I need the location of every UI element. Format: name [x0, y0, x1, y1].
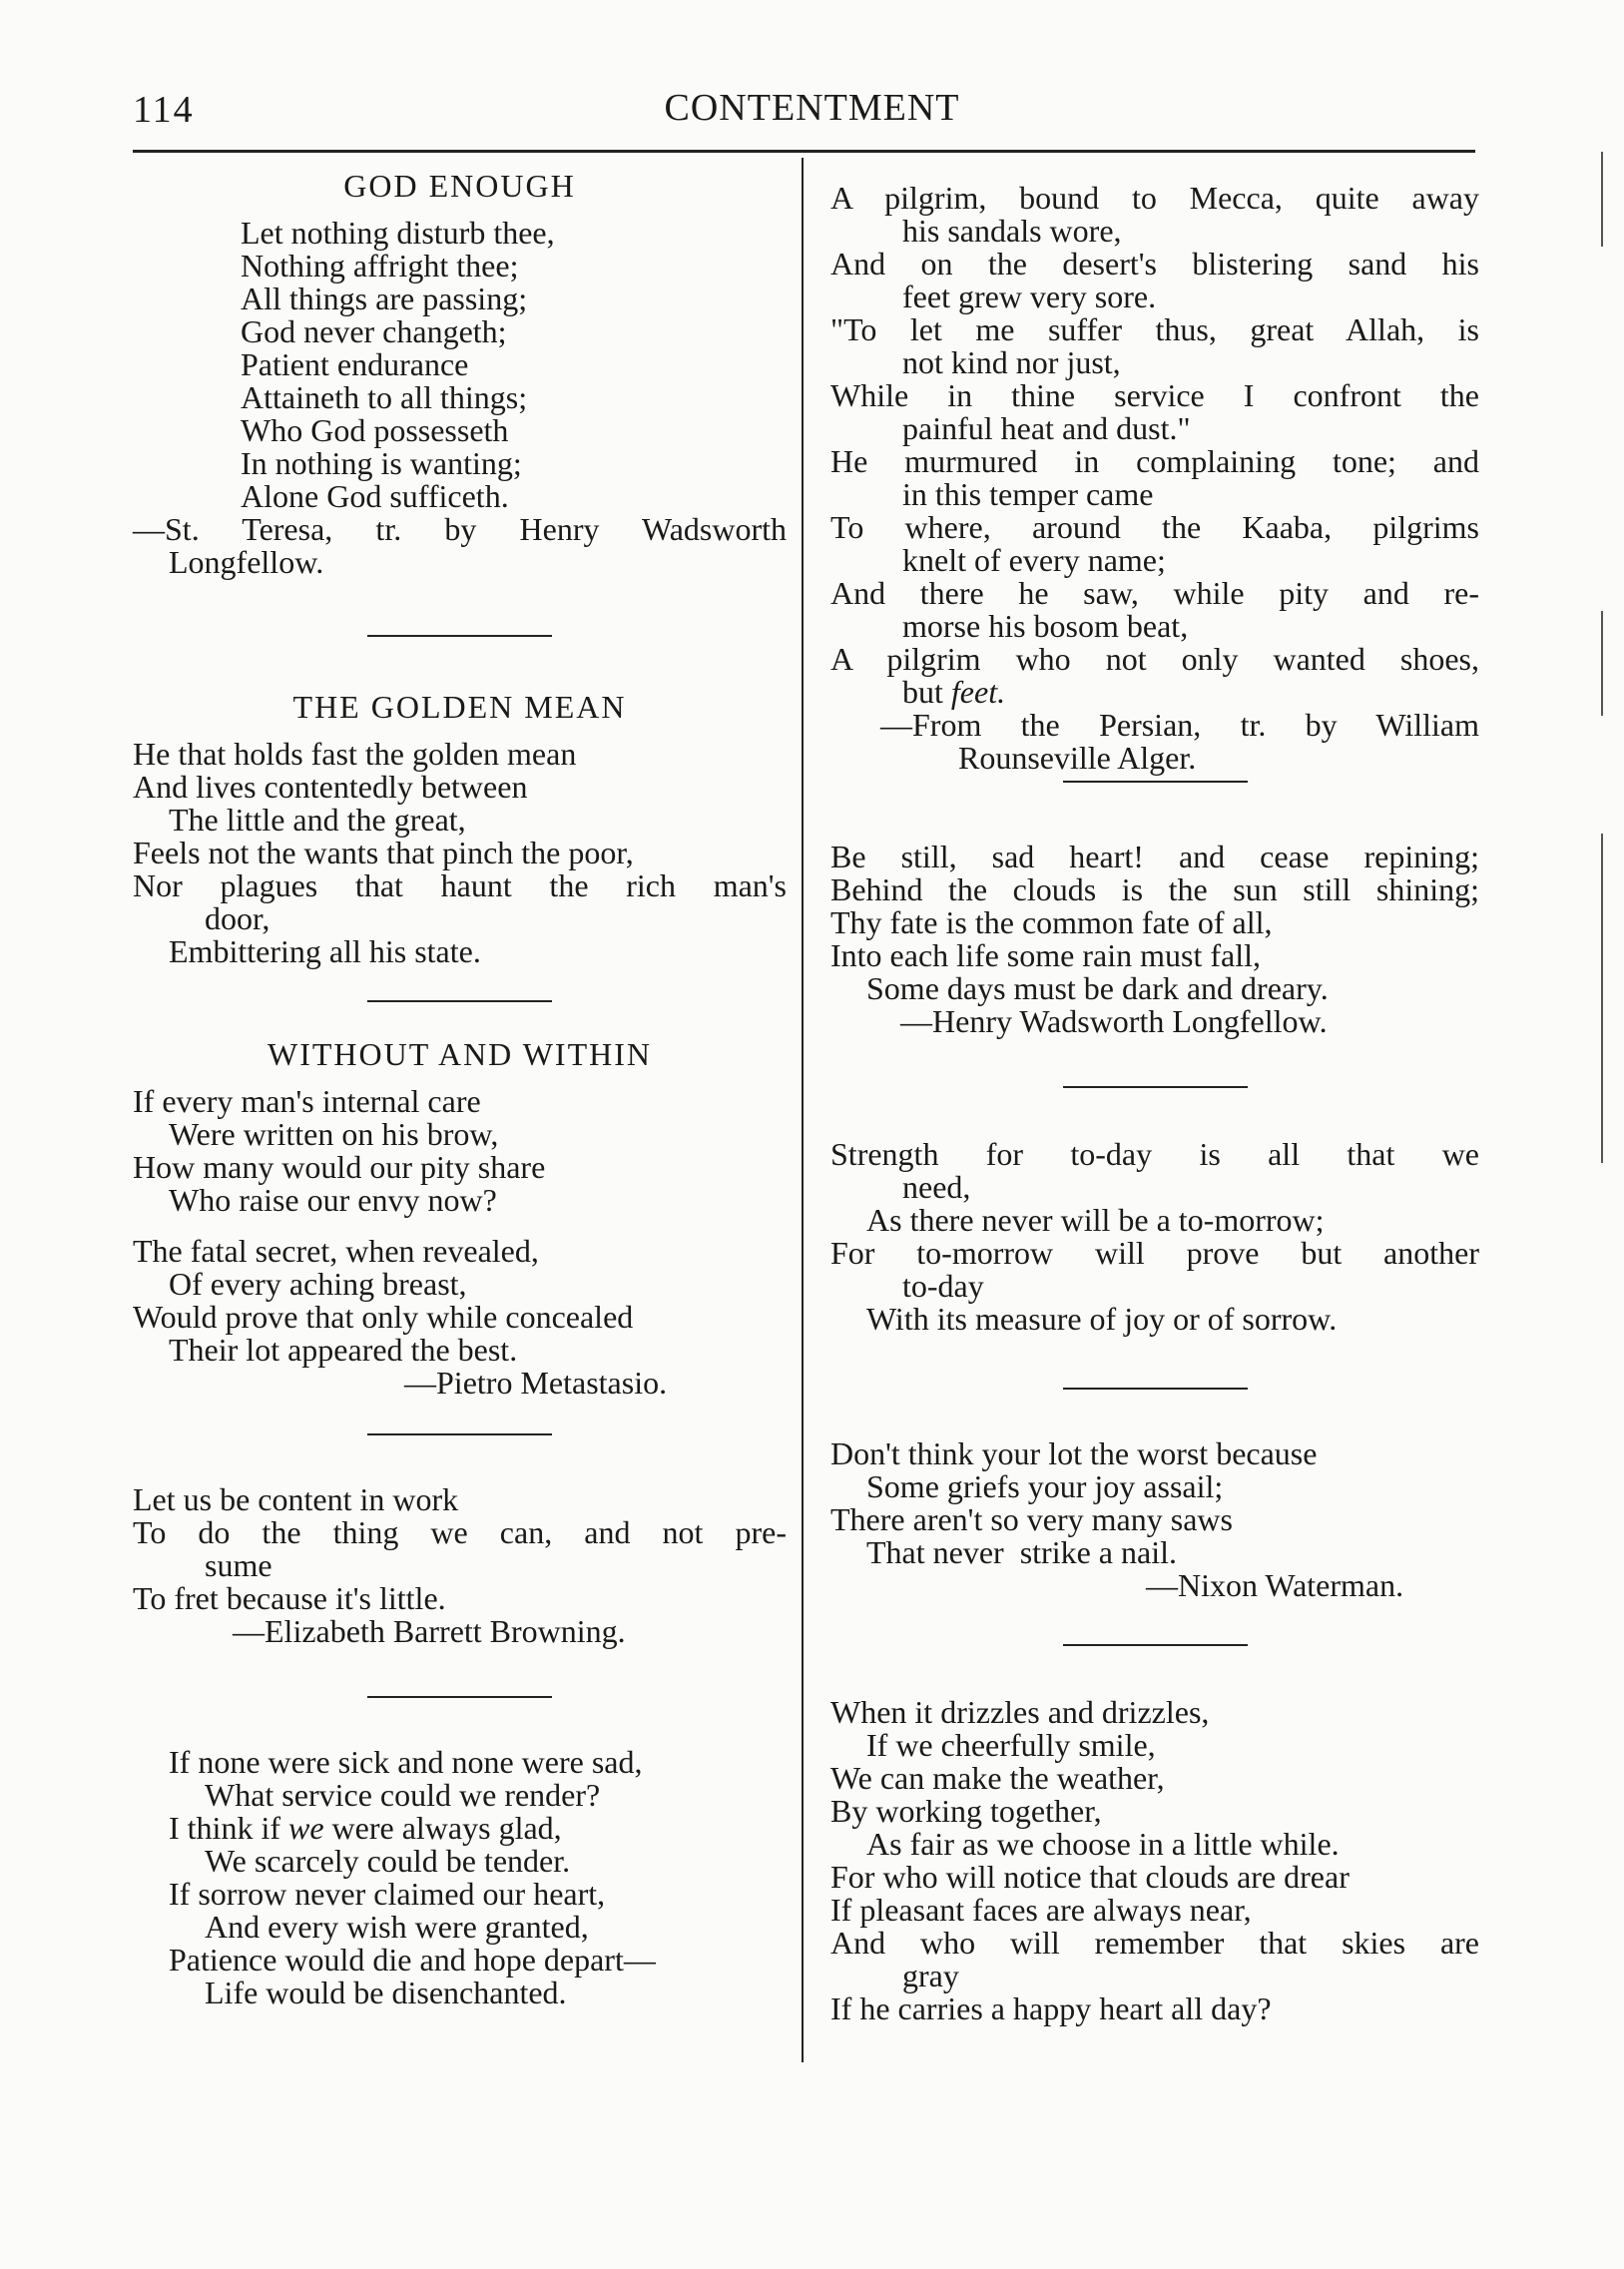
- poem-line: And every wish were granted,: [205, 1909, 589, 1945]
- poem-be-still: [830, 841, 1479, 1038]
- poem-drizzles: [830, 1696, 1479, 2025]
- poem-line: As fair as we choose in a little while.: [866, 1826, 1340, 1862]
- poem-pilgrim: [830, 182, 1479, 775]
- poem-line: If pleasant faces are always near,: [830, 1892, 1252, 1928]
- poem-line: With its measure of joy or of sorrow.: [866, 1301, 1338, 1337]
- poem-line: For to-morrow will prove but another: [830, 1235, 1479, 1271]
- poem-line: While in thine service I confront the: [830, 377, 1479, 413]
- poem-line: Be still, sad heart! and cease repining;: [830, 839, 1479, 874]
- poem-line: If sorrow never claimed our heart,: [169, 1876, 606, 1912]
- poem-none-sick: [133, 1746, 787, 2009]
- margin-mark: [1601, 834, 1603, 1163]
- poem-line: in this temper came: [902, 476, 1154, 512]
- running-head: CONTENTMENT: [664, 87, 960, 129]
- poem-line: To fret because it's little.: [133, 1580, 446, 1616]
- poem-god-enough: [133, 170, 787, 579]
- poem-line: We can make the weather,: [830, 1760, 1165, 1796]
- poem-line: Of every aching breast,: [169, 1266, 467, 1302]
- poem-line: Nor plagues that haunt the rich man's: [133, 867, 787, 903]
- poem-line: He murmured in complaining tone; and: [830, 443, 1479, 479]
- poem-line: Who God possesseth: [241, 412, 509, 448]
- poem-line: Patient endurance: [241, 346, 469, 382]
- header-rule: [133, 150, 1475, 153]
- poem-line: painful heat and dust.": [902, 410, 1191, 446]
- poem-line: For who will notice that clouds are drear: [830, 1859, 1350, 1895]
- poem-line: Don't think your lot the worst because: [830, 1435, 1318, 1471]
- margin-mark: [1601, 152, 1603, 247]
- section-rule: [367, 635, 552, 637]
- section-rule: [367, 1696, 552, 1698]
- poem-line: If we cheerfully smile,: [866, 1727, 1156, 1763]
- poem-line: door,: [205, 900, 271, 936]
- poem-line: All things are passing;: [241, 281, 528, 316]
- poem-line: What service could we render?: [205, 1777, 601, 1813]
- attribution: —Nixon Waterman.: [1146, 1567, 1404, 1603]
- poem-line: Embittering all his state.: [169, 933, 481, 969]
- poem-line: If he carries a happy heart all day?: [830, 1990, 1272, 2026]
- section-rule: [1063, 1644, 1248, 1646]
- poem-line: Nothing affright thee;: [241, 248, 519, 284]
- poem-title: WITHOUT AND WITHIN: [268, 1036, 652, 1072]
- poem-line: not kind nor just,: [902, 344, 1121, 380]
- poem-lot-worst: [830, 1437, 1479, 1602]
- poem-line: morse his bosom beat,: [902, 608, 1189, 644]
- poem-line: feet grew very sore.: [902, 279, 1157, 314]
- poem-line: If every man's internal care: [133, 1083, 481, 1119]
- section-rule: [1063, 781, 1248, 783]
- attribution: —Pietro Metastasio.: [404, 1365, 668, 1401]
- poem-line: Let us be content in work: [133, 1481, 459, 1517]
- poem-content-work: [133, 1483, 787, 1648]
- poem-line: Attaineth to all things;: [241, 379, 528, 415]
- poem-line: A pilgrim who not only wanted shoes,: [830, 641, 1479, 677]
- attribution: —Henry Wadsworth Longfellow.: [900, 1003, 1328, 1039]
- poem-line: When it drizzles and drizzles,: [830, 1694, 1210, 1730]
- poem-without-within: [133, 1038, 787, 1400]
- poem-line: [133, 1812, 787, 1845]
- poem-line: If none were sick and none were sad,: [169, 1744, 643, 1780]
- poem-line: And there he saw, while pity and re-: [830, 575, 1479, 611]
- right-column: [830, 182, 1479, 2025]
- poem-line: need,: [902, 1169, 971, 1205]
- poem-line: And who will remember that skies are: [830, 1925, 1479, 1961]
- poem-golden-mean: [133, 691, 787, 968]
- attribution: Rounseville Alger.: [958, 740, 1197, 776]
- poem-line: knelt of every name;: [902, 542, 1166, 578]
- poem-line: We scarcely could be tender.: [205, 1843, 571, 1879]
- poem-line: Their lot appeared the best.: [169, 1332, 518, 1368]
- poem-line: The little and the great,: [169, 802, 466, 838]
- section-rule: [1063, 1086, 1248, 1088]
- poem-line: Into each life some rain must fall,: [830, 937, 1261, 973]
- section-rule: [1063, 1388, 1248, 1390]
- poem-strength: [830, 1138, 1479, 1336]
- column-divider: [802, 158, 804, 2062]
- poem-line: [830, 676, 1479, 709]
- attribution: —From the Persian, tr. by William: [880, 707, 1479, 743]
- poem-line: A pilgrim, bound to Mecca, quite away: [830, 180, 1479, 216]
- poem-line: And lives contentedly between: [133, 769, 528, 805]
- poem-line: Behind the clouds is the sun still shining;: [830, 871, 1479, 907]
- poem-line: Life would be disenchanted.: [205, 1975, 567, 2010]
- poem-line: And on the desert's blistering sand his: [830, 246, 1479, 282]
- attribution: —St. Teresa, tr. by Henry Wadsworth: [133, 511, 787, 547]
- poem-line: to-day: [902, 1268, 984, 1304]
- poem-line: Patience would die and hope depart—: [169, 1942, 656, 1978]
- attribution: —Elizabeth Barrett Browning.: [233, 1613, 626, 1649]
- poem-line: sume: [205, 1547, 272, 1583]
- poem-line: How many would our pity share: [133, 1149, 546, 1185]
- poem-line: To do the thing we can, and not pre-: [133, 1514, 787, 1550]
- poem-line: By working together,: [830, 1793, 1102, 1829]
- poem-line: Were written on his brow,: [169, 1116, 499, 1152]
- poem-line: Some griefs your joy assail;: [866, 1468, 1224, 1504]
- poem-line: That never strike a nail.: [866, 1534, 1177, 1570]
- line-text: but: [902, 674, 951, 710]
- poem-line: Would prove that only while concealed: [133, 1299, 634, 1335]
- poem-line: Some days must be dark and dreary.: [866, 970, 1329, 1006]
- poem-line: God never changeth;: [241, 313, 507, 349]
- line-text: were always glad,: [323, 1810, 562, 1846]
- page-number: 114: [133, 89, 195, 131]
- section-rule: [367, 1000, 552, 1002]
- poem-line: "To let me suffer thus, great Allah, is: [830, 311, 1479, 347]
- line-text: I think if: [169, 1810, 288, 1846]
- attribution: Longfellow.: [169, 544, 324, 580]
- poem-title: THE GOLDEN MEAN: [292, 689, 627, 725]
- poem-line: Alone God sufficeth.: [241, 478, 509, 514]
- poem-line: He that holds fast the golden mean: [133, 736, 577, 772]
- poem-line: As there never will be a to-morrow;: [866, 1202, 1325, 1238]
- poem-line: In nothing is wanting;: [241, 445, 522, 481]
- poem-line: his sandals wore,: [902, 213, 1122, 249]
- emphasis-text: feet.: [950, 674, 1006, 710]
- left-column: [133, 170, 787, 2009]
- poem-line: There aren't so very many saws: [830, 1501, 1233, 1537]
- poem-line: Who raise our envy now?: [169, 1182, 497, 1218]
- section-rule: [367, 1433, 552, 1435]
- poem-line: Let nothing disturb thee,: [241, 215, 555, 251]
- margin-mark: [1601, 611, 1603, 716]
- poem-line: Strength for to-day is all that we: [830, 1136, 1479, 1172]
- emphasis-text: we: [287, 1810, 324, 1846]
- poem-line: Feels not the wants that pinch the poor,: [133, 835, 634, 870]
- poem-line: Thy fate is the common fate of all,: [830, 904, 1273, 940]
- poem-title: GOD ENOUGH: [343, 168, 576, 204]
- poem-line: gray: [902, 1958, 959, 1993]
- poem-line: The fatal secret, when revealed,: [133, 1233, 539, 1269]
- poem-line: To where, around the Kaaba, pilgrims: [830, 509, 1479, 545]
